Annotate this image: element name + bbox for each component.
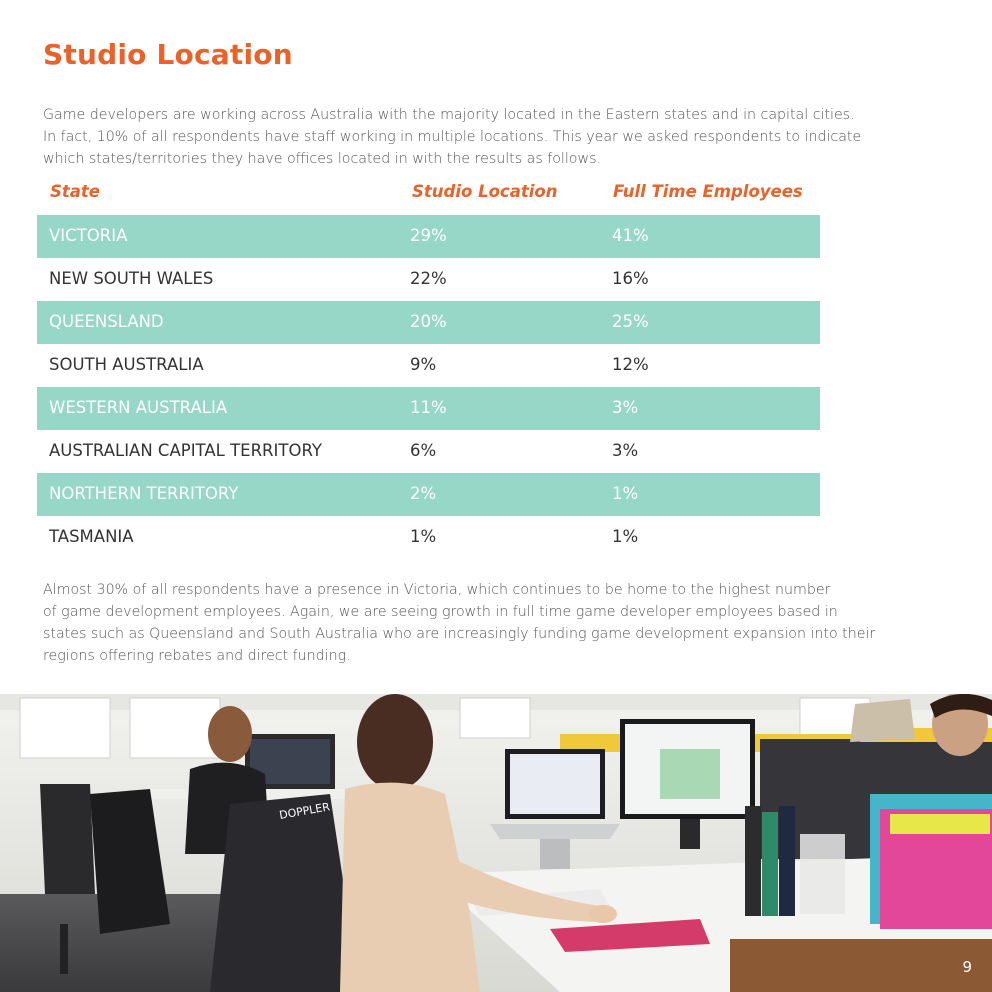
cell-full-time-employees: 1%: [612, 527, 639, 546]
cell-studio-location: 6%: [410, 441, 437, 460]
table-row: [37, 387, 820, 430]
cell-studio-location: 9%: [410, 355, 437, 374]
cell-studio-location: 22%: [410, 269, 447, 288]
cell-state: AUSTRALIAN CAPITAL TERRITORY: [49, 441, 322, 460]
table-row: [37, 473, 820, 516]
header-full-time-employees: Full Time Employees: [613, 182, 803, 201]
page-title: Studio Location: [43, 38, 293, 71]
table-row: [37, 430, 820, 473]
outro-line: regions offering rebates and direct funding.: [43, 648, 351, 664]
cell-full-time-employees: 12%: [612, 355, 649, 374]
cell-full-time-employees: 1%: [612, 484, 639, 503]
table-row: [37, 516, 820, 559]
outro-line: Almost 30% of all respondents have a presence in Victoria, which continues to be home to the highest number: [43, 582, 831, 598]
svg-text:DOPPLER: DOPPLER: [278, 800, 331, 822]
cell-state: SOUTH AUSTRALIA: [49, 355, 204, 374]
table-row: [37, 344, 820, 387]
table-header: [37, 176, 820, 215]
office-photo-illustration: [0, 694, 992, 992]
cell-state: QUEENSLAND: [49, 312, 164, 331]
office-photo: [0, 694, 992, 992]
cell-full-time-employees: 16%: [612, 269, 649, 288]
cell-full-time-employees: 41%: [612, 226, 649, 245]
header-state: State: [50, 182, 100, 201]
outro-line: states such as Queensland and South Australia who are increasingly funding game development expansion into their: [43, 626, 876, 642]
page-number: 9: [962, 958, 972, 976]
intro-paragraph: [43, 104, 923, 170]
cell-state: VICTORIA: [49, 226, 128, 245]
cell-full-time-employees: 3%: [612, 398, 639, 417]
cell-state: TASMANIA: [49, 527, 134, 546]
table-row: [37, 258, 820, 301]
table-row: [37, 215, 820, 258]
cell-studio-location: 2%: [410, 484, 437, 503]
cell-state: NORTHERN TERRITORY: [49, 484, 239, 503]
cell-studio-location: 11%: [410, 398, 447, 417]
cell-full-time-employees: 25%: [612, 312, 649, 331]
studio-location-table: [37, 176, 820, 559]
cell-state: NEW SOUTH WALES: [49, 269, 214, 288]
cell-studio-location: 20%: [410, 312, 447, 331]
intro-line: In fact, 10% of all respondents have staff working in multiple locations. This year we asked respondents to indicate: [43, 129, 862, 145]
outro-paragraph: [43, 579, 923, 667]
table-row: [37, 301, 820, 344]
outro-line: of game development employees. Again, we are seeing growth in full time game developer employees based in: [43, 604, 838, 620]
cell-state: WESTERN AUSTRALIA: [49, 398, 228, 417]
header-studio-location: Studio Location: [412, 182, 558, 201]
intro-line: which states/territories they have offices located in with the results as follows.: [43, 151, 601, 167]
cell-studio-location: 1%: [410, 527, 437, 546]
intro-line: Game developers are working across Australia with the majority located in the Eastern states and in capital cities.: [43, 107, 855, 123]
cell-studio-location: 29%: [410, 226, 447, 245]
cell-full-time-employees: 3%: [612, 441, 639, 460]
